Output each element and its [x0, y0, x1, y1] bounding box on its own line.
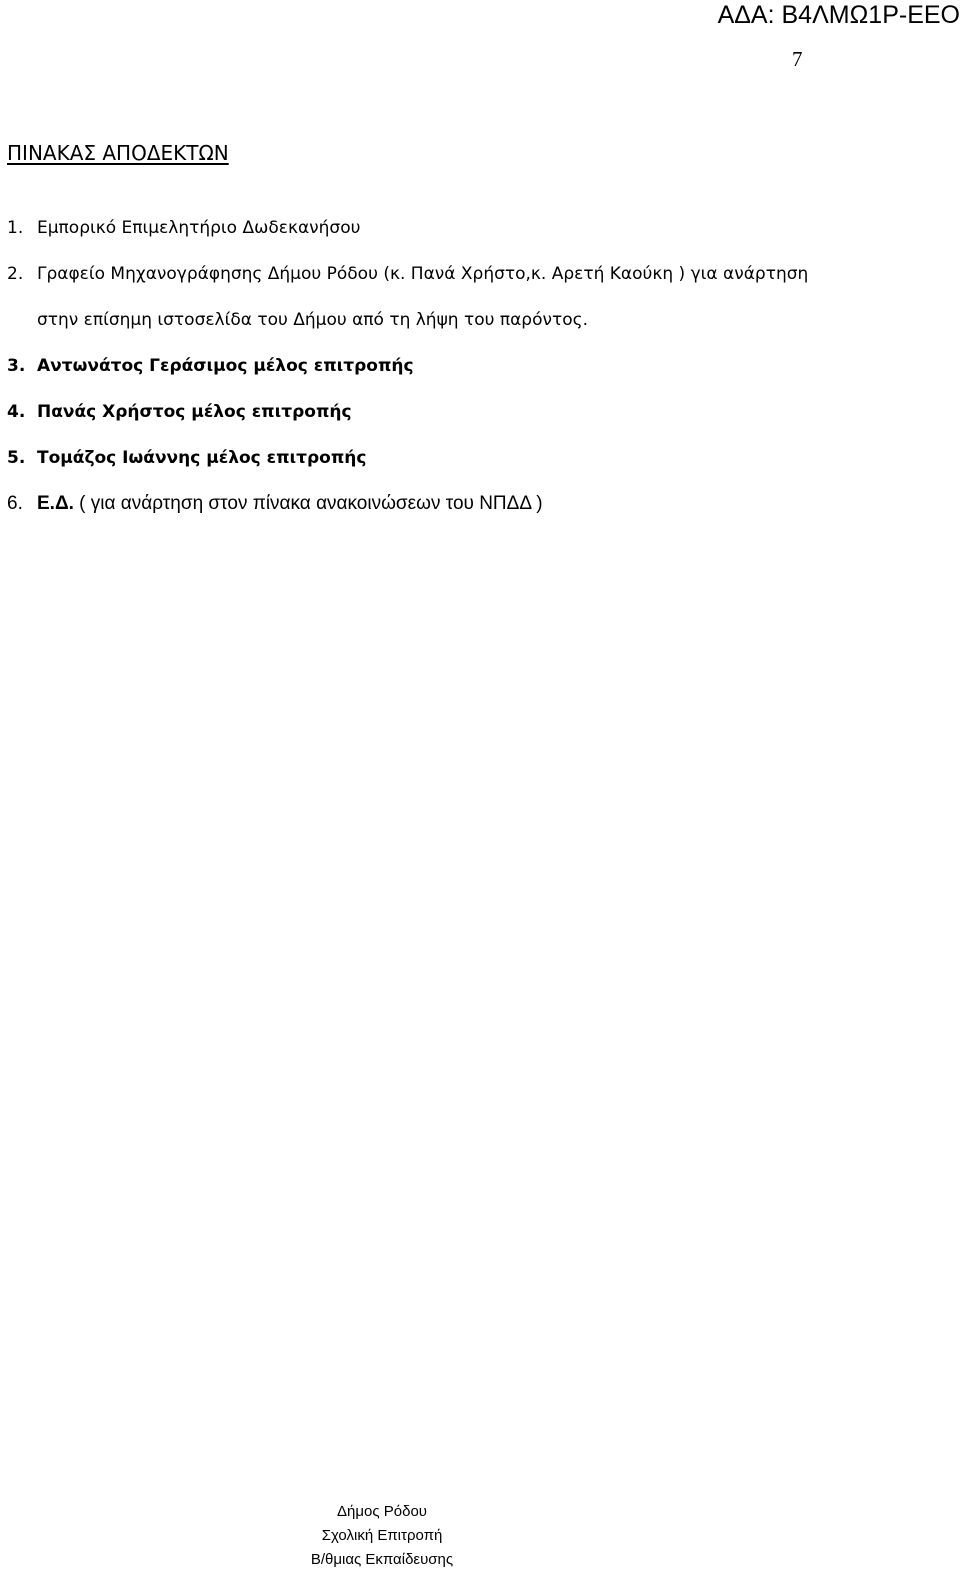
list-item — [7, 205, 947, 251]
list-item-text: για ανάρτηση στην επίσημη ιστοσελίδα του Δήμου από τη λήψη του παρόντος. — [37, 264, 809, 330]
list-item-number: 1. — [7, 218, 24, 238]
ada-header: ΑΔΑ: Β4ΛΜΩ1Ρ-ΕΕΟ — [717, 1, 960, 29]
list-item-number: 4. — [7, 402, 26, 422]
list-item — [7, 481, 947, 527]
list-item-number: 6. — [7, 493, 23, 514]
list-item-number: 2. — [7, 264, 24, 284]
page-number: 7 — [792, 47, 803, 71]
list-item-text: Αντωνάτος Γεράσιμος μέλος επιτροπής — [37, 356, 414, 376]
document-title: ΠΙΝΑΚΑΣ ΑΠΟΔΕΚΤΩΝ — [7, 141, 229, 165]
list-item-text-bold: Ε.Δ. — [37, 493, 74, 514]
list-item — [7, 389, 947, 435]
list-item — [7, 251, 837, 343]
list-item-number: 3. — [7, 356, 26, 376]
list-item-text: Τομάζος Ιωάννης μέλος επιτροπής — [37, 448, 367, 468]
list-item-text-bold: Γραφείο Μηχανογράφησης Δήμου Ρόδου (κ. Πανά Χρήστο,κ. Αρετή Καούκη ) — [37, 264, 686, 284]
footer-line: Β/θμιας Εκπαίδευσης — [310, 1551, 454, 1568]
list-item — [7, 343, 947, 389]
list-item-text: ( για ανάρτηση στον πίνακα ανακοινώσεων του ΝΠΔΔ ) — [73, 493, 543, 514]
footer-line: Σχολική Επιτροπή — [321, 1527, 443, 1544]
footer — [0, 1500, 764, 1572]
footer-line: Δήμος Ρόδου — [337, 1503, 427, 1520]
list-item — [7, 435, 947, 481]
list-item-text: Πανάς Χρήστος μέλος επιτροπής — [37, 402, 352, 422]
recipients-list — [7, 205, 947, 527]
list-item-number: 5. — [7, 448, 26, 468]
list-item-text: Εμπορικό Επιμελητήριο Δωδεκανήσου — [37, 218, 361, 238]
